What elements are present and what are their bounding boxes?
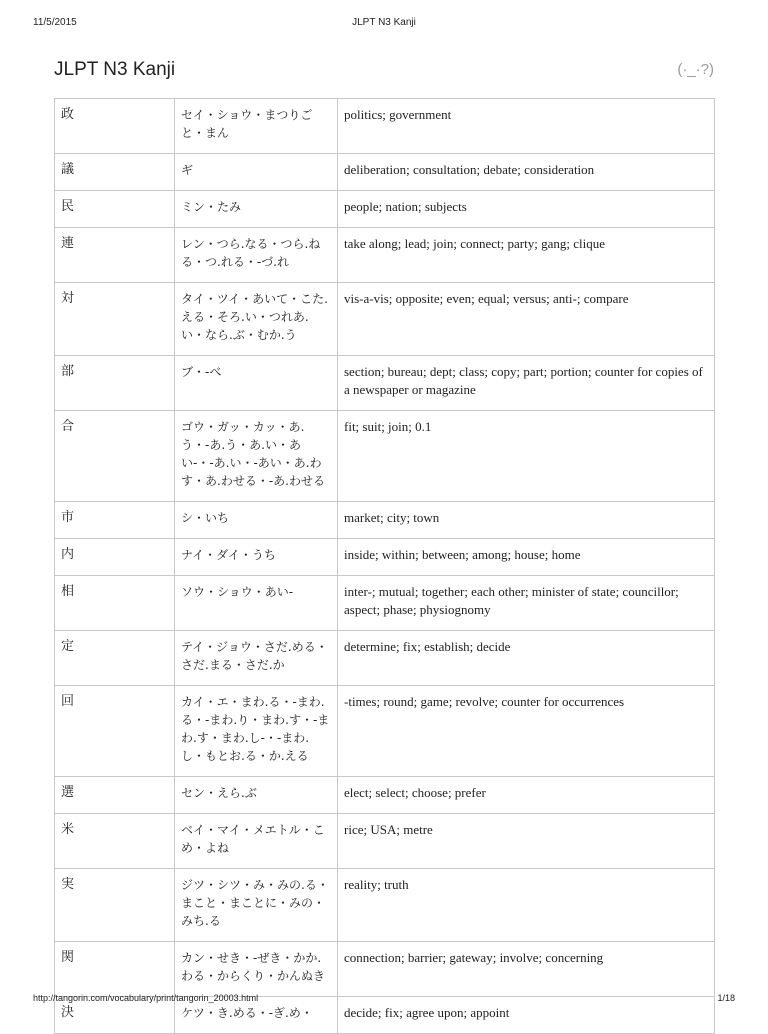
table-row <box>55 576 715 631</box>
reading-cell: ジツ・シツ・み・みの.る・まこと・まことに・みの・みち.る <box>175 869 338 942</box>
meaning-cell: determine; fix; establish; decide <box>338 631 715 686</box>
print-date: 11/5/2015 <box>33 17 77 28</box>
reading-cell: ケツ・き.める・-ぎ.め・ <box>175 997 338 1034</box>
reading-cell: ミン・たみ <box>175 191 338 228</box>
kanji-cell: 合 <box>55 411 175 502</box>
print-footer <box>33 993 735 1007</box>
reading-cell: セン・えら.ぶ <box>175 777 338 814</box>
table-row <box>55 502 715 539</box>
table-row <box>55 631 715 686</box>
reading-cell: ギ <box>175 154 338 191</box>
table-row <box>55 686 715 777</box>
print-title: JLPT N3 Kanji <box>352 17 416 28</box>
meaning-cell: -times; round; game; revolve; counter for occurrences <box>338 686 715 777</box>
reading-cell: ナイ・ダイ・うち <box>175 539 338 576</box>
table-row <box>55 228 715 283</box>
kanji-cell: 政 <box>55 99 175 154</box>
kanji-cell: 実 <box>55 869 175 942</box>
meaning-cell: reality; truth <box>338 869 715 942</box>
table-row <box>55 283 715 356</box>
kanji-cell: 定 <box>55 631 175 686</box>
page-title: JLPT N3 Kanji <box>54 59 176 80</box>
meaning-cell: people; nation; subjects <box>338 191 715 228</box>
meaning-cell: connection; barrier; gateway; involve; concerning <box>338 942 715 997</box>
table-row <box>55 356 715 411</box>
reading-cell: ベイ・マイ・メエトル・こめ・よね <box>175 814 338 869</box>
meaning-cell: section; bureau; dept; class; copy; part; portion; counter for copies of a newspaper or magazine <box>338 356 715 411</box>
reading-cell: レン・つら.なる・つら.ねる・つ.れる・-づ.れ <box>175 228 338 283</box>
reading-cell: シ・いち <box>175 502 338 539</box>
page-number: 1/18 <box>717 993 735 1003</box>
kanji-table-body <box>55 99 715 1034</box>
reading-cell: テイ・ジョウ・さだ.める・さだ.まる・さだ.か <box>175 631 338 686</box>
meaning-cell: take along; lead; join; connect; party; gang; clique <box>338 228 715 283</box>
kanji-cell: 関 <box>55 942 175 997</box>
emoticon: (·_·?) <box>677 61 714 78</box>
kanji-cell: 内 <box>55 539 175 576</box>
meaning-cell: inter-; mutual; together; each other; minister of state; councillor; aspect; phase; physiognomy <box>338 576 715 631</box>
reading-cell: セイ・ショウ・まつりごと・まん <box>175 99 338 154</box>
kanji-cell: 米 <box>55 814 175 869</box>
meaning-cell: elect; select; choose; prefer <box>338 777 715 814</box>
print-header <box>33 17 735 31</box>
reading-cell: タイ・ツイ・あいて・こた.える・そろ.い・つれあ.い・なら.ぶ・むか.う <box>175 283 338 356</box>
reading-cell: カイ・エ・まわ.る・-まわ.る・-まわ.り・まわ.す・-まわ.す・まわ.し-・-まわ.し・もとお.る・か.える <box>175 686 338 777</box>
kanji-table <box>54 98 715 1034</box>
kanji-cell: 選 <box>55 777 175 814</box>
reading-cell: ソウ・ショウ・あい- <box>175 576 338 631</box>
meaning-cell: vis-a-vis; opposite; even; equal; versus; anti-; compare <box>338 283 715 356</box>
meaning-cell: inside; within; between; among; house; home <box>338 539 715 576</box>
table-row <box>55 869 715 942</box>
kanji-cell: 民 <box>55 191 175 228</box>
table-row <box>55 191 715 228</box>
kanji-cell: 回 <box>55 686 175 777</box>
table-row <box>55 99 715 154</box>
kanji-cell: 対 <box>55 283 175 356</box>
kanji-cell: 決 <box>55 997 175 1034</box>
table-row <box>55 539 715 576</box>
table-row <box>55 154 715 191</box>
meaning-cell: deliberation; consultation; debate; consideration <box>338 154 715 191</box>
kanji-cell: 議 <box>55 154 175 191</box>
footer-url: http://tangorin.com/vocabulary/print/tangorin_20003.html <box>33 993 259 1003</box>
kanji-cell: 連 <box>55 228 175 283</box>
reading-cell: カン・せき・-ぜき・かか.わる・からくり・かんぬき <box>175 942 338 997</box>
table-row <box>55 942 715 997</box>
meaning-cell: politics; government <box>338 99 715 154</box>
meaning-cell: fit; suit; join; 0.1 <box>338 411 715 502</box>
reading-cell: ブ・-べ <box>175 356 338 411</box>
reading-cell: ゴウ・ガッ・カッ・あ.う・-あ.う・あ.い・あい-・-あ.い・-あい・あ.わす・あ.わせる・-あ.わせる <box>175 411 338 502</box>
kanji-cell: 部 <box>55 356 175 411</box>
kanji-cell: 相 <box>55 576 175 631</box>
table-row <box>55 814 715 869</box>
meaning-cell: rice; USA; metre <box>338 814 715 869</box>
table-row <box>55 411 715 502</box>
kanji-cell: 市 <box>55 502 175 539</box>
meaning-cell: market; city; town <box>338 502 715 539</box>
meaning-cell: decide; fix; agree upon; appoint <box>338 997 715 1034</box>
table-row <box>55 777 715 814</box>
